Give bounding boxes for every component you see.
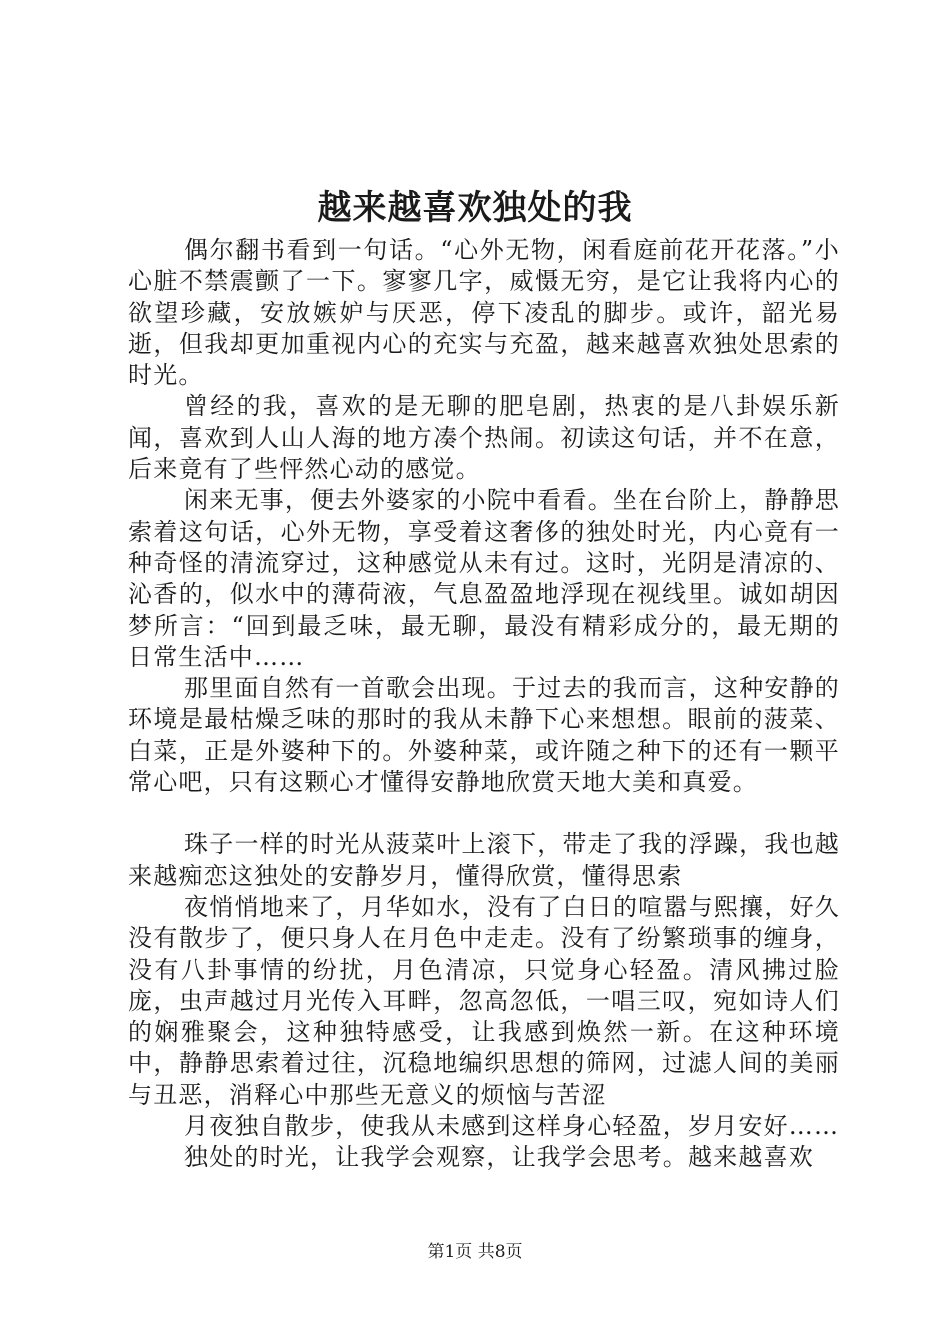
document-body bbox=[128, 235, 840, 1174]
paragraph: 闲来无事，便去外婆家的小院中看看。坐在台阶上，静静思索着这句话，心外无物，享受着这奢侈的独处时光，内心竟有一种奇怪的清流穿过，这种感觉从未有过。这时，光阴是清凉的、沁香的，似水中的薄荷液，气息盈盈地浮现在视线里。诚如胡因梦所言：“回到最乏味，最无聊，最没有精彩成分的，最无期的日常生活中…… bbox=[128, 486, 840, 671]
paragraph: 那里面自然有一首歌会出现。于过去的我而言，这种安静的环境是最枯燥乏味的那时的我从未静下心来想想。眼前的菠菜、白菜，正是外婆种下的。外婆种菜，或许随之种下的还有一颗平常心吧，只有这颗心才懂得安静地欣赏天地大美和真爱。 bbox=[128, 674, 840, 797]
paragraph: 夜悄悄地来了，月华如水，没有了白日的喧嚣与熙攘，好久没有散步了，便只身人在月色中走走。没有了纷繁琐事的缠身，没有八卦事情的纷扰，月色清凉，只觉身心轻盈。清风拂过脸庞，虫声越过月光传入耳畔，忽高忽低，一唱三叹，宛如诗人们的娴雅聚会，这种独特感受，让我感到焕然一新。在这种环境中，静静思索着过往，沉稳地编织思想的筛网，过滤人间的美丽与丑恶，消释心中那些无意义的烦恼与苦涩 bbox=[128, 892, 840, 1109]
paragraph: 曾经的我，喜欢的是无聊的肥皂剧，热衷的是八卦娱乐新闻，喜欢到人山人海的地方凑个热闹。初读这句话，并不在意，后来竟有了些怦然心动的感觉。 bbox=[128, 392, 840, 484]
paragraph: 偶尔翻书看到一句话。“心外无物，闲看庭前花开花落。”小心脏不禁震颤了一下。寥寥几字，威慑无穷，是它让我将内心的欲望珍藏，安放嫉妒与厌恶，停下凌乱的脚步。或许，韶光易逝，但我却更加重视内心的充实与充盈，越来越喜欢独处思索的时光。 bbox=[128, 236, 840, 390]
paragraph: 月夜独自散步，使我从未感到这样身心轻盈，岁月安好…… bbox=[184, 1112, 840, 1141]
paragraph: 独处的时光，让我学会观察，让我学会思考。越来越喜欢 bbox=[184, 1143, 814, 1172]
page-footer: 第1页 共8页 bbox=[427, 1242, 523, 1262]
paragraph: 珠子一样的时光从菠菜叶上滚下，带走了我的浮躁，我也越来越痴恋这独处的安静岁月，懂得欣赏，懂得思索 bbox=[128, 830, 840, 890]
document-title: 越来越喜欢独处的我 bbox=[317, 188, 633, 228]
